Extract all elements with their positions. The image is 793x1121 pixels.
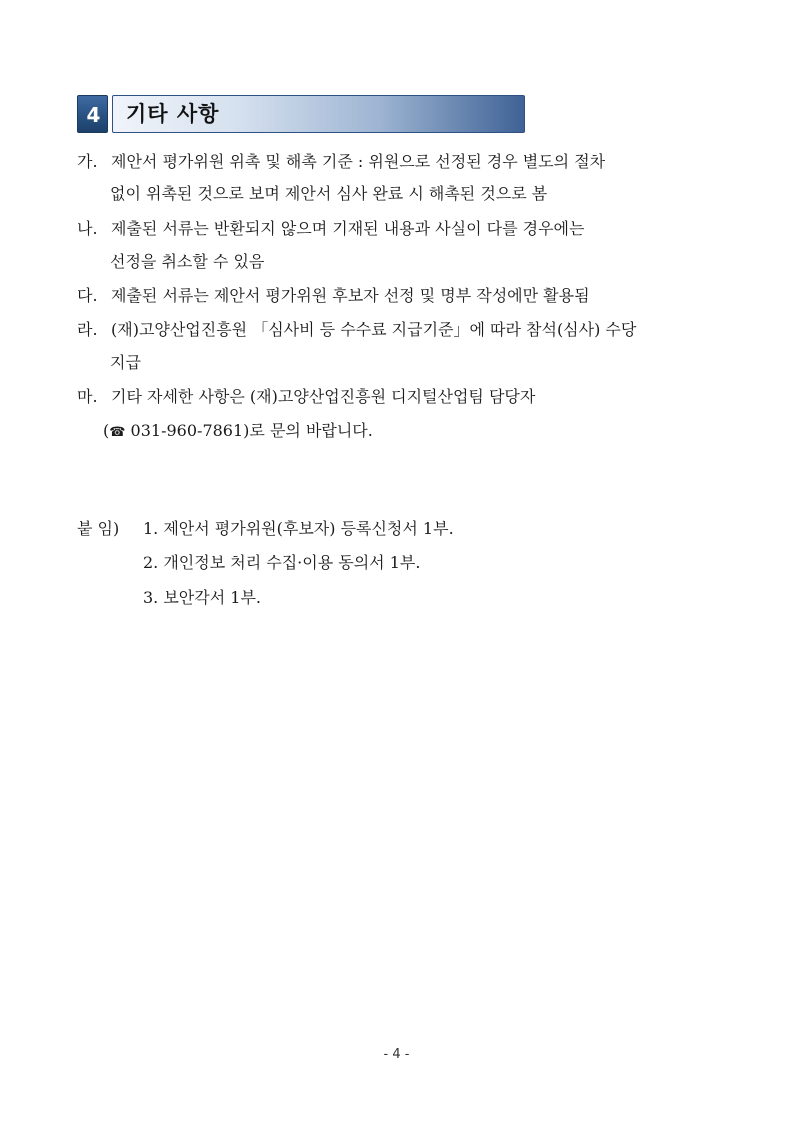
item-text: 기타 자세한 사항은 (재)고양산업진흥원 디지털산업팀 담당자 xyxy=(111,387,536,406)
item-marker: 마. xyxy=(77,387,98,406)
item-marker: 다. xyxy=(77,286,98,305)
item-continuation: 선정을 취소할 수 있음 xyxy=(110,252,265,271)
item-text: 제출된 서류는 반환되지 않으며 기재된 내용과 사실이 다를 경우에는 xyxy=(111,219,585,238)
item-text: 제출된 서류는 제안서 평가위원 후보자 선정 및 명부 작성에만 활용됨 xyxy=(111,286,590,305)
contact-line xyxy=(103,421,373,443)
item-continuation: 없이 위촉된 것으로 보며 제안서 심사 완료 시 해촉된 것으로 봄 xyxy=(110,184,548,203)
attachments-label: 붙 임) xyxy=(77,519,120,538)
section-title: 기타 사항 xyxy=(126,102,220,126)
item-text: 제안서 평가위원 위촉 및 해촉 기준 : 위원으로 선정된 경우 별도의 절차 xyxy=(111,152,606,171)
phone-icon: ☎ xyxy=(109,425,126,440)
contact-open-paren: ( xyxy=(103,421,110,440)
list-item-da xyxy=(77,286,590,306)
section-number: 4 xyxy=(86,103,101,127)
item-marker: 가. xyxy=(77,152,98,171)
item-text: (재)고양산업진흥원 「심사비 등 수수료 지급기준」에 따라 참석(심사) 수당 xyxy=(111,320,637,339)
section-number-box xyxy=(77,95,108,133)
section-header xyxy=(77,95,525,133)
section-title-bar xyxy=(112,95,525,133)
page-number: - 4 - xyxy=(383,1047,410,1062)
contact-text: 031-960-7861)로 문의 바랍니다. xyxy=(130,421,373,440)
item-continuation: 지급 xyxy=(110,353,141,372)
attachment-item: 2. 개인정보 처리 수집·이용 동의서 1부. xyxy=(143,553,421,572)
list-item-ga xyxy=(77,152,605,172)
item-marker: 나. xyxy=(77,219,98,238)
list-item-ra xyxy=(77,320,636,340)
attachment-item: 3. 보안각서 1부. xyxy=(143,588,261,607)
list-item-na xyxy=(77,219,584,239)
list-item-ma xyxy=(77,387,535,407)
item-marker: 라. xyxy=(77,320,98,339)
attachment-item: 1. 제안서 평가위원(후보자) 등록신청서 1부. xyxy=(143,519,454,538)
